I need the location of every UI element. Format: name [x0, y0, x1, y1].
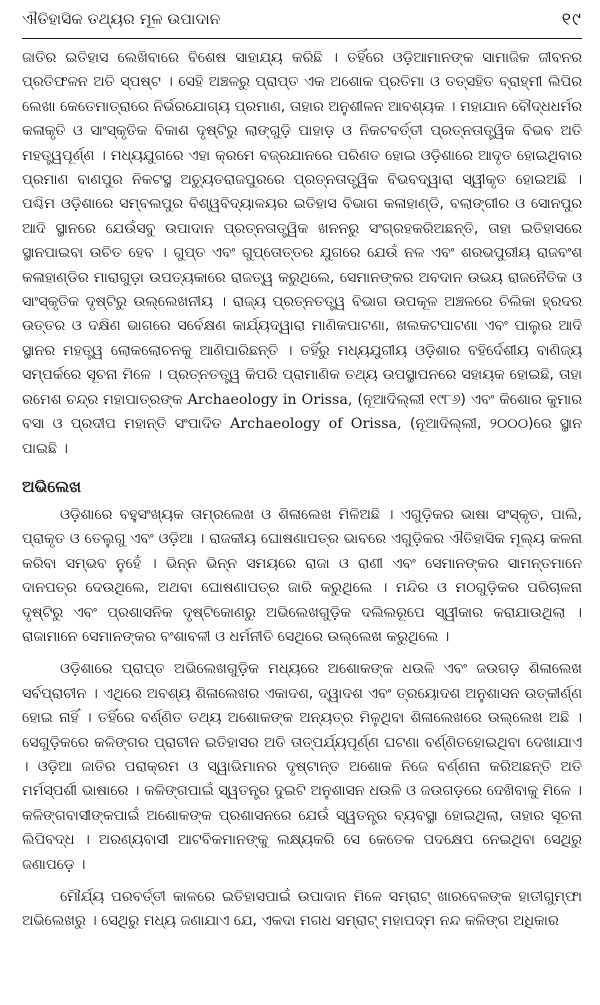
paragraph-ashoka-edicts: ଓଡ଼ିଶାରେ ପ୍ରାପ୍ତ ଅଭିଲେଖଗୁଡ଼ିକ ମଧ୍ୟରେ ଅଶୋକଙ୍କ ଧଉଳି ଏବଂ ଜଉଗଡ଼ ଶିଳାଲେଖ ସର୍ବପ୍ରାଚୀନ । ଏଥିରେ ଅବଶ୍ୟ ଶିଳାଲେଖର ଏକାଦଶ, ଦ୍ୱାଦଶ ଏବଂ ତ୍ରୟୋଦଶ ଅନୁଶାସନ ଉତ୍କୀର୍ଣ୍ଣ ହୋଇ ନାହିଁ । ତହିଁରେ ବର୍ଣ୍ଣିତ ତଥ୍ୟ ଅଶୋକଙ୍କ ଅନ୍ୟତ୍ର ମିଳୁଥିବା ଶିଳାଲେଖରେ ଉଲ୍ଲେଖ ଅଛି । ସେଗୁଡ଼ିକରେ କଳିଙ୍ଗର ପ୍ରାଚୀନ ଇତିହାସର ଅତି ତାତ୍ପର୍ଯ୍ୟପୂର୍ଣ୍ଣ ଘଟଣା ବର୍ଣ୍ଣିତହୋଇଥିବା ଦେଖାଯାଏ । ଓଡ଼ିଆ ଜାତିର ପରାକ୍ରମ ଓ ସ୍ୱାଭିମାନର ଦୃଷ୍ଟାନ୍ତ ଅଶୋକ ନିଜେ ବର୍ଣ୍ଣନା କରିଅଛନ୍ତି ଅତି ମର୍ମସ୍ପର୍ଶୀ ଭାଷାରେ । କଳିଙ୍ଗପାଇଁ ସ୍ୱତନ୍ତ୍ର ଦୁଇଟି ଅନୁଶାସନ ଧଉଳି ଓ ଜଉଗଡ଼ରେ ଦେଖିବାକୁ ମିଳେ । କଳିଙ୍ଗବାସୀଙ୍କପାଇଁ ଅଶୋକଙ୍କ ପ୍ରଶାସନରେ ଯେଉଁ ସ୍ୱତନ୍ତ୍ର ବ୍ୟବସ୍ଥା ହୋଇଥିଲା, ତାହାର ସୂଚନା ଲିପିବଦ୍ଧ । ଅରଣ୍ୟବାସୀ ଆଟବିକମାନଙ୍କୁ ଲକ୍ଷ୍ୟକରି ସେ କେତେକ ପଦକ୍ଷେପ ନେଇଥିବା ସେଥିରୁ ଜଣାପଡ଼େ । — [22, 661, 582, 873]
body-text — [22, 46, 582, 934]
paragraph-archaeology — [22, 46, 582, 461]
paragraph-text: (ନୂଆଦିଲ୍ଲୀ ୧୯୮୬) ଏବଂ କିଶୋର କୁମାର ବସା ଓ ପ୍ରଦୀପ ମହାନ୍ତି ସଂପାଦିତ — [22, 391, 582, 433]
paragraph-text: ଜାତିର ଇତିହାସ ଲେଖିବାରେ ବିଶେଷ ସାହାଯ୍ୟ କରିଛି । ତହିଁରେ ଓଡ଼ିଆମାନଙ୍କ ସାମାଜିକ ଜୀବନର ପ୍ରତିଫଳନ ଅତି ସ୍ପଷ୍ଟ । ସେହି ଅଞ୍ଚଳରୁ ପ୍ରାପ୍ତ ଏକ ଅଶୋକ ପ୍ରତିମା ଓ ତତ୍ସହିତ ବ୍ରାହ୍ମୀ ଲିପିର ଲେଖା କେତେମାତ୍ରାରେ ନିର୍ଭରଯୋଗ୍ୟ ପ୍ରମାଣ, ତାହାର ଅନୁଶୀଳନ ଆବଶ୍ୟକ । ମହାଯାନ ବୌଦ୍ଧଧର୍ମର କଳାକୃତି ଓ ସାଂସ୍କୃତିକ ବିକାଶ ଦୃଷ୍ଟିରୁ ଲାଙ୍ଗୁଡ଼ି ପାହାଡ଼ ଓ ନିକଟବର୍ତ୍ତୀ ପ୍ରତ୍ନତାତ୍ତ୍ୱିକ ବିଭବ ଅତି ମହତ୍ତ୍ୱପୂର୍ଣ୍ଣ । ମଧ୍ୟଯୁଗରେ ଏହା କ୍ରମେ ବଜ୍ରଯାନରେ ପରିଣତ ହୋଇ ଓଡ଼ିଶାରେ ଆଦୃତ ହୋଇଥିବାର ପ୍ରମାଣ ବାଣପୁର ନିକଟସ୍ଥ ଅଚ୍ୟୁତରାଜପୁରରେ ପ୍ରତ୍ନତାତ୍ତ୍ୱିକ ବିଭବଦ୍ୱାରା ସ୍ୱୀକୃତ ହୋଇଅଛି । ପଶ୍ଚିମ ଓଡ଼ିଶାରେ ସମ୍ବଲପୁର ବିଶ୍ୱବିଦ୍ୟାଳୟର ଇତିହାସ ବିଭାଗ କଳାହାଣ୍ଡି, ବଲାଙ୍ଗୀର ଓ ସୋନପୁର ଆଦି ସ୍ଥାନରେ ଯେଉଁସବୁ ଉପାଦାନ ପ୍ରତ୍ନତାତ୍ତ୍ୱିକ ଖନନରୁ ସଂଗ୍ରହକରିଅଛନ୍ତି, ତାହା ଇତିହାସରେ ସ୍ଥାନପାଇବା ଉଚିତ ହେବ । ଗୁପ୍ତ ଏବଂ ଗୁପ୍ତୋତ୍ତର ଯୁଗରେ ଯେଉଁ ନଳ ଏବଂ ଶରଭପୁରୀୟ ରାଜବଂଶ କଳାହାଣ୍ଡିର ମାରାଗୁଡ଼ା ଉପତ୍ୟକାରେ ରାଜତ୍ୱ କରୁଥିଲେ, ସେମାନଙ୍କର ଅବଦାନ ଉଭୟ ରାଜନୈତିକ ଓ ସାଂସ୍କୃତିକ ଦୃଷ୍ଟିରୁ ଉଲ୍ଲେଖନୀୟ । ରାଜ୍ୟ ପ୍ରତ୍ନତତ୍ତ୍ୱ ବିଭାଗ ଉପକୂଳ ଅଞ୍ଚଳରେ ଚିଲିକା ହ୍ରଦର ଉତ୍ତର ଓ ଦକ୍ଷିଣ ଭାଗରେ ସର୍ବେକ୍ଷଣ କାର୍ଯ୍ୟଦ୍ୱାରା ମାଣିକପାଟଣା, ଖଲକଟପାଟଣା ଏବଂ ପାଲୁର ଆଦି ସ୍ଥାନର ମହତ୍ତ୍ୱ ଲୋକଲୋଚନକୁ ଆଣିପାରିଛନ୍ତି । ତହିଁରୁ ମଧ୍ୟଯୁଗୀୟ ଓଡ଼ିଶାର ବହିର୍ଦେଶୀୟ ବାଣିଜ୍ୟ ସମ୍ପର୍କରେ ସୂଚନା ମିଳେ । ପ୍ରତ୍ନତତ୍ତ୍ୱ କିପରି ପ୍ରାମାଣିକ ତଥ୍ୟ ଉପସ୍ଥାପନରେ ସହାୟକ ହୋଇଛି, ତାହା ରମେଶ ଚନ୍ଦ୍ର ମହାପାତ୍ରଙ୍କ — [22, 50, 582, 408]
book-title-archaeology-of-orissa: Archaeology of Orissa, — [229, 416, 402, 433]
running-header — [22, 4, 582, 34]
running-title: ଐତିହାସିକ ତଥ୍ୟର ମୂଳ ଉପାଦାନ — [22, 9, 221, 28]
page-number: ୧୯ — [561, 8, 582, 30]
paragraph-kharavela: ମୌର୍ଯ୍ୟ ପରବର୍ତ୍ତୀ କାଳରେ ଇତିହାସପାଇଁ ଉପାଦାନ ମିଳେ ସମ୍ରାଟ୍ ଖାରବେଳଙ୍କ ହାତୀଗୁମ୍ଫା ଅଭିଲେଖରୁ । ସେଥିରୁ ମଧ୍ୟ ଜଣାଯାଏ ଯେ, ଏକଦା ମଗଧ ସମ୍ରାଟ୍ ମହାପଦ୍ମ ନନ୍ଦ କଳିଙ୍ଗ ଅଧିକାର — [22, 889, 582, 930]
book-title-archaeology-in-orissa: Archaeology in Orissa, — [187, 391, 353, 408]
paragraph-inscriptions-intro: ଓଡ଼ିଶାରେ ବହୁସଂଖ୍ୟକ ତାମ୍ରଲେଖ ଓ ଶିଳାଲେଖ ମିଳିଅଛି । ଏଗୁଡ଼ିକର ଭାଷା ସଂସ୍କୃତ, ପାଲି, ପ୍ରାକୃତ ଓ ତେଲୁଗୁ ଏବଂ ଓଡ଼ିଆ । ରାଜକୀୟ ଘୋଷଣାପତ୍ର ଭାବରେ ଏଗୁଡ଼ିକର ଐତିହାସିକ ମୂଲ୍ୟ କଳନା କରିବା ସମ୍ଭବ ନୁହେଁ । ଭିନ୍ନ ଭିନ୍ନ ସମୟରେ ରାଜା ଓ ରାଣୀ ଏବଂ ସେମାନଙ୍କର ସାମନ୍ତମାନେ ଦାନପତ୍ର ଦେଉଥିଲେ, ଅଥବା ଘୋଷଣାପତ୍ର ଜାରି କରୁଥିଲେ । ମନ୍ଦିର ଓ ମଠଗୁଡ଼ିକର ପରିଚାଳନା ଦୃଷ୍ଟିରୁ ଏବଂ ପ୍ରଶାସନିକ ଦୃଷ୍ଟିକୋଣରୁ ଅଭିଲେଖଗୁଡ଼ିକ ଦଲିଲରୂପେ ସ୍ୱୀକାର କରାଯାଉଥିଲା । ରାଜାମାନେ ସେମାନଙ୍କର ବଂଶାବଳୀ ଓ ଧର୍ମନୀତି ସେଥିରେ ଉଲ୍ଲେଖ କରୁଥିଲେ । — [22, 506, 582, 645]
paragraph-text: (ନୂଆଦିଲ୍ଲୀ, ୨୦୦୦)ରେ ସ୍ଥାନ ପାଇଛି । — [22, 416, 583, 457]
header-rule — [22, 38, 582, 39]
section-heading-inscriptions: ଅଭିଲେଖ — [22, 476, 82, 496]
